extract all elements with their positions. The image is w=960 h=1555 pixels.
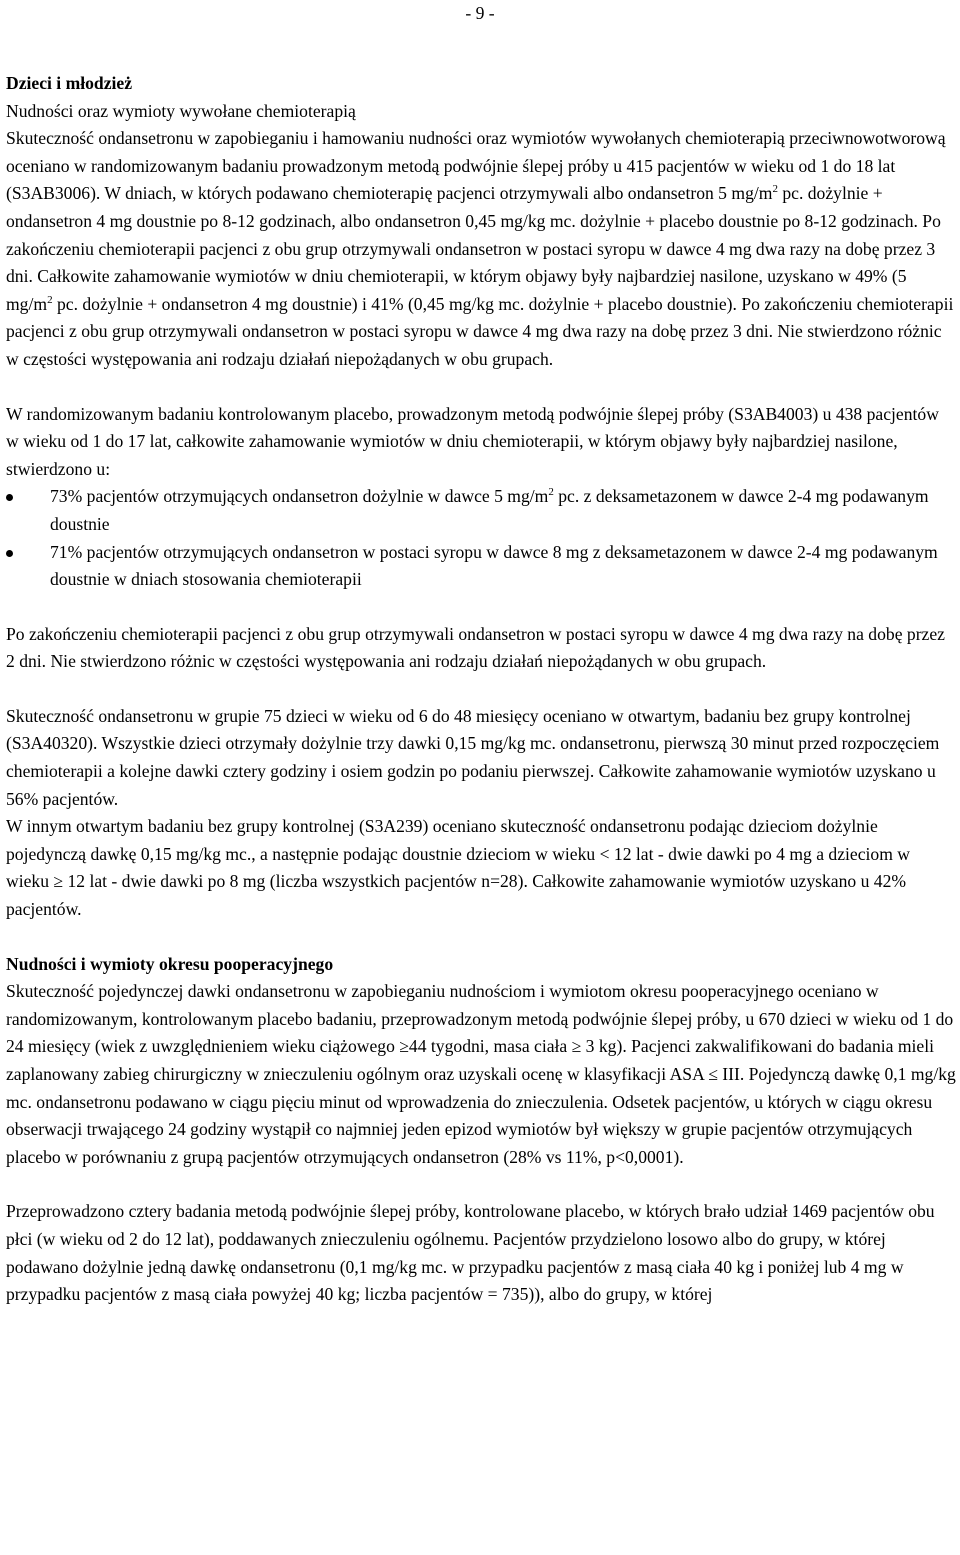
list-item: 71% pacjentów otrzymujących ondansetron w postaci syropu w dawce 8 mg z deksametazonem w dawce 2-4 mg podawanym doustnie w dniach stosowania chemioterapii [6, 539, 956, 594]
bullet-icon [6, 550, 13, 557]
results-list [6, 483, 956, 593]
section-heading-children: Dzieci i młodzież [6, 73, 133, 93]
section-heading-postoperative: Nudności i wymioty okresu pooperacyjnego [6, 953, 334, 974]
paragraph-after-chemotherapy: Po zakończeniu chemioterapii pacjenci z obu grup otrzymywali ondansetron w postaci syropu w dawce 4 mg dwa razy na dobę przez 2 dni. Nie stwierdzono różnic w częstości występowania ani rodzaju działań niepożądanych w obu grupach. [6, 623, 945, 672]
paragraph-study-s3ab3006: Skuteczność ondansetronu w zapobieganiu i hamowaniu nudności oraz wymiotów wywołanych chemioterapią przeciwnowotworową oceniano w randomizowanym badaniu prowadzonym metodą podwójnie ślepej próby u 415 pacjentów w wieku od 1 do 18 lat (S3AB3006). W dniach, w których podawano chemioterapię pacjenci otrzymywali albo ondansetron 5 $mg/m^2$ pc. dożylnie + ondansetron 4 mg doustnie po 8-12 godzinach, albo ondansetron 0,45 mg/kg mc. dożylnie + placebo doustnie po 8-12 godzinach. Po zakończeniu chemioterapii pacjenci z obu grup otrzymywali ondansetron w postaci syropu w dawce 4 mg dwa razy na dobę przez 3 dni. Całkowite zahamowanie wymiotów w dniu chemioterapii, w którym objawy były najbardziej nasilone, uzyskano w 49% (5 $mg/m^2$ pc. dożylnie + ondansetron 4 mg doustnie) i 41% (0,45 mg/kg mc. dożylnie + placebo doustnie). Po zakończeniu chemioterapii pacjenci z obu grup otrzymywali ondansetron w postaci syropu w dawce 4 mg dwa razy na dobę przez 3 dni. Nie stwierdzono różnic w częstości występowania ani rodzaju działań niepożądanych w obu grupach. [6, 128, 954, 369]
list-item: 73% pacjentów otrzymujących ondansetron dożylnie w dawce 5 $mg/m^2$ pc. z deksametazonem w dawce 2-4 mg podawanym doustnie [6, 483, 956, 538]
document-body [6, 70, 956, 1309]
paragraph-postoperative-infants: Skuteczność pojedynczej dawki ondansetronu w zapobieganiu nudnościom i wymiotom okresu pooperacyjnego oceniano w randomizowanym, kontrolowanym placebo badaniu, przeprowadzonym metodą podwójnie ślepej próby, u 670 dzieci w wieku od 1 do 24 miesięcy (wiek z uwzględnieniem wieku ciążowego ≥44 tygodni, masa ciała ≥ 3 kg). Pacjenci zakwalifikowani do badania mieli zaplanowany zabieg chirurgiczny w znieczuleniu ogólnym oraz uzyskali ocenę w klasyfikacji ASA ≤ III. Pojedynczą dawkę 0,1 mg/kg mc. ondansetronu podawano w ciągu pięciu minut od wprowadzenia do znieczulenia. Odsetek pacjentów, u których w ciągu okresu obserwacji trwającego 24 godziny wystąpił co najmniej jeden epizod wymiotów był większy w grupie pacjentów otrzymujących placebo w porównaniu z grupą pacjentów otrzymujących ondansetron (28% vs 11%, p<0,0001). [6, 981, 956, 1167]
subheading-chemotherapy: Nudności oraz wymioty wywołane chemioterapią [6, 100, 356, 121]
paragraph-four-studies: Przeprowadzono cztery badania metodą podwójnie ślepej próby, kontrolowane placebo, w których brało udział 1469 pacjentów obu płci (w wieku od 2 do 12 lat), poddawanych znieczuleniu ogólnemu. Pacjentów przydzielono losowo albo do grupy, w której podawano dożylnie jedną dawkę ondansetronu (0,1 mg/kg mc. w przypadku pacjentów z masą ciała 40 kg i poniżej lub 4 mg w przypadku pacjentów z masą ciała powyżej 40 kg; liczba pacjentów = 735)), albo do grupy, w której [6, 1201, 935, 1305]
paragraph-study-s3a239: W innym otwartym badaniu bez grupy kontrolnej (S3A239) oceniano skuteczność ondansetronu podając dzieciom dożylnie pojedynczą dawkę 0,15 mg/kg mc., a następnie podając doustnie dzieciom w wieku < 12 lat - dwie dawki po 4 mg a dzieciom w wieku ≥ 12 lat - dwie dawki po 8 mg (liczba wszystkich pacjentów n=28). Całkowite zahamowanie wymiotów uzyskano u 42% pacjentów. [6, 816, 911, 920]
bullet-icon [6, 494, 13, 501]
paragraph-study-s3ab4003: W randomizowanym badaniu kontrolowanym placebo, prowadzonym metodą podwójnie ślepej próby (S3AB4003) u 438 pacjentów w wieku od 1 do 17 lat, całkowite zahamowanie wymiotów w dniu chemioterapii, w którym objawy były najbardziej nasilone, stwierdzono u: [6, 403, 939, 479]
paragraph-study-s3a40320: Skuteczność ondansetronu w grupie 75 dzieci w wieku od 6 do 48 miesięcy oceniano w otwartym, badaniu bez grupy kontrolnej (S3A40320). Wszystkie dzieci otrzymały dożylnie trzy dawki 0,15 mg/kg mc. ondansetronu, pierwszą 30 minut przed rozpoczęciem chemioterapii a kolejne dawki cztery godziny i osiem godzin po podaniu pierwszej. Całkowite zahamowanie wymiotów uzyskano u 56% pacjentów. [6, 705, 940, 809]
page-number: - 9 - [465, 3, 495, 23]
